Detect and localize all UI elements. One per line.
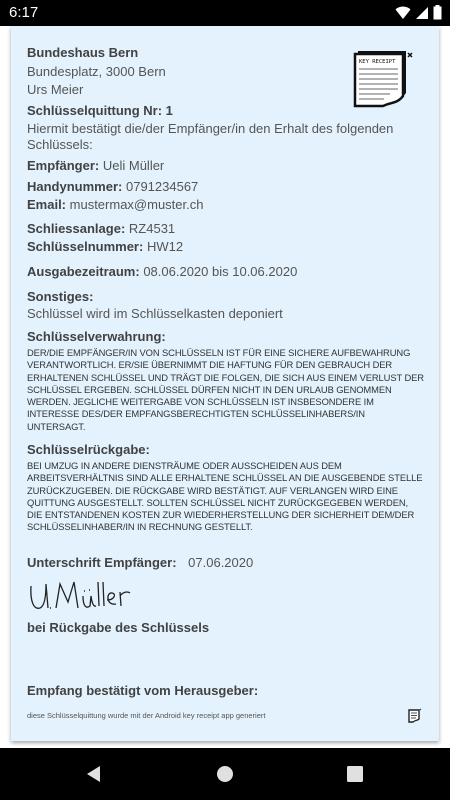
misc-value: Schlüssel wird im Schlüsselkasten deponiert — [27, 306, 283, 321]
return-sign-label: bei Rückgabe des Schlüssels — [27, 620, 210, 635]
return-label: Schlüsselrückgabe: — [27, 442, 150, 457]
signature-date: 07.06.2020 — [188, 555, 254, 570]
wifi-icon — [395, 6, 411, 20]
status-time: 6:17 — [9, 4, 39, 21]
return-text: BEI UMZUG IN ANDERE DIENSTRÄUME ODER AUSSCHEIDEN AUS DEM ARBEITSVERHÄLTNIS SIND ALLE ERHALTENE SCHLÜSSEL AN DIE AUSGEBENDE STELLE ZURÜCKZUGEBEN. DIE RÜCKGABE WIRD BESTÄTIGT. AUF VERLANGEN WIRD EINE QUITTUNG AUSGESTELLT. SOLLTEN SCHLÜSSEL NICHT ZURÜCKGEGEBEN WERDEN, DIE ENTSTANDENEN KOSTEN ZUR WIEDERHERSTELLUNG DER SICHERHEIT DEM/DER SCHLÜSSELINHABER/IN IN RECHNUNG GESTELLT. — [27, 460, 423, 533]
email-value: mustermax@muster.ch — [69, 197, 204, 212]
status-icons — [395, 5, 442, 20]
recipient-signature — [28, 578, 138, 618]
custody-label: Schlüsselverwahrung: — [27, 329, 166, 344]
lock-system-value: RZ4531 — [128, 221, 176, 236]
signature-label: Unterschrift Empfänger: — [27, 555, 177, 570]
logo-text: KEY RECEIPT — [359, 59, 396, 65]
custody-text: DER/DIE EMPFÄNGER/IN VON SCHLÜSSELN IST FÜR EINE SICHERE AUFBEWAHRUNG VERANTWORTLICH. ER/SIE ÜBERNIMMT DIE HAFTUNG FÜR DEN GEBRAUCH DER ERHALTENEN SCHLÜSSEL UND TRÄGT DIE FOLGEN, DIE SICH AUS EINEM VERLUST DER SCHLÜSSEL ERGEBEN. SCHLÜSSEL DÜRFEN NICHT IN DEN URLAUB GENOMMEN WERDEN. JEGLICHE WEITERGABE VON SCHLÜSSELN IST INSBESONDERE IM INTERESSE DES/DER EMPFANGSBERECHTIGTEN SCHLÜSSELINHABERS/IN UNTERSAGT. — [27, 347, 424, 432]
phone-value: 0791234567 — [125, 179, 199, 194]
recipient-label: Empfänger: — [27, 158, 100, 173]
issue-period-row — [27, 264, 297, 279]
key-number-row — [27, 239, 183, 254]
lock-system-row — [27, 221, 175, 236]
recipient-value: Ueli Müller — [102, 158, 165, 173]
key-number-label: Schlüsselnummer: — [27, 239, 144, 254]
recipient-row — [27, 158, 164, 173]
signature-row — [27, 555, 253, 570]
org-address: Bundesplatz, 3000 Bern — [27, 64, 166, 79]
issue-period-value: 08.06.2020 bis 10.06.2020 — [143, 264, 298, 279]
contact-person: Urs Meier — [27, 82, 84, 97]
receipt-title: Schlüsselquittung Nr: 1 — [27, 103, 173, 118]
email-row — [27, 197, 203, 212]
footer-note: diese Schlüsselquittung wurde mit der Android key receipt app generiert — [27, 711, 266, 720]
key-receipt-logo — [350, 47, 414, 111]
status-bar — [0, 0, 450, 26]
issuer-confirm-label: Empfang bestätigt vom Herausgeber: — [27, 683, 259, 698]
misc-label: Sonstiges: — [27, 289, 94, 304]
navigation-bar — [0, 748, 450, 800]
org-name: Bundeshaus Bern — [27, 45, 139, 60]
phone-row — [27, 179, 198, 194]
intro-text-line1: Hiermit bestätigt die/der Empfänger/in den Erhalt des folgenden — [27, 121, 394, 136]
intro-text-line2: Schlüssels: — [27, 137, 93, 152]
signal-icon — [415, 6, 429, 20]
home-icon[interactable] — [215, 764, 235, 784]
battery-icon — [433, 5, 442, 20]
key-number-value: HW12 — [146, 239, 184, 254]
receipt-small-icon[interactable] — [407, 708, 422, 723]
issue-period-label: Ausgabezeitraum: — [27, 264, 140, 279]
email-label: Email: — [27, 197, 67, 212]
recents-icon[interactable] — [345, 764, 365, 784]
back-icon[interactable] — [84, 764, 104, 784]
lock-system-label: Schliessanlage: — [27, 221, 126, 236]
phone-label: Handynummer: — [27, 179, 123, 194]
